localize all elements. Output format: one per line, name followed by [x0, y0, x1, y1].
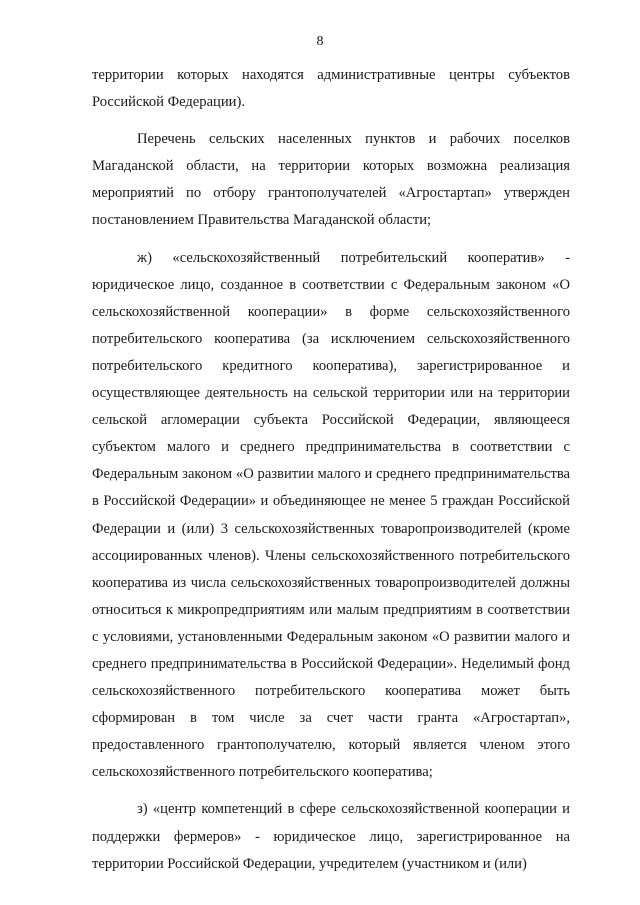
paragraph-spacer — [92, 786, 570, 796]
paragraph-spacer — [92, 116, 570, 126]
paragraph-item-z: з) «центр компетенций в сфере сельскохозяйственной кооперации и поддержки фермеров» - юридическое лицо, зарегистрированное на территории Российской Федерации, учредителем (участником и (или) — [92, 801, 570, 872]
paragraph-continuation: территории которых находятся административные центры субъектов Российской Федерации). — [92, 67, 570, 111]
paragraph-list-of-settlements: Перечень сельских населенных пунктов и рабочих поселков Магаданской области, на территории которых возможна реализация мероприятий по отбору грантополучателей «Агростартап» утвержден постановлением Правительства Магаданской области; — [92, 131, 570, 229]
page-number: 8 — [316, 34, 324, 49]
document-body — [92, 62, 570, 878]
paragraph-spacer — [92, 235, 570, 245]
paragraph-item-zh: ж) «сельскохозяйственный потребительский кооператив» - юридическое лицо, созданное в соответствии с Федеральным законом «О сельскохозяйственной кооперации» в форме сельскохозяйственного потребительского кооператива (за исключением сельскохозяйственного потребительского кредитного кооператива), зарегистрированное и осуществляющее деятельность на сельской территории или на территории сельской агломерации субъекта Российской Федерации, являющееся субъектом малого и среднего предпринимательства в соответствии с Федеральным законом «О развитии малого и среднего предпринимательства в Российской Федерации» и объединяющее не менее 5 граждан Российской Федерации и (или) 3 сельскохозяйственных товаропроизводителей (кроме ассоциированных членов). Члены сельскохозяйственного потребительского кооператива из числа сельскохозяйственных товаропроизводителей должны относиться к микропредприятиям или малым предприятиям в соответствии с условиями, установленными Федеральным законом «О развитии малого и среднего предпринимательства в Российской Федерации». Неделимый фонд сельскохозяйственного потребительского кооператива может быть сформирован в том числе за счет части гранта «Агростартап», предоставленного грантополучателю, который является членом этого сельскохозяйственного потребительского кооператива; — [92, 249, 570, 781]
